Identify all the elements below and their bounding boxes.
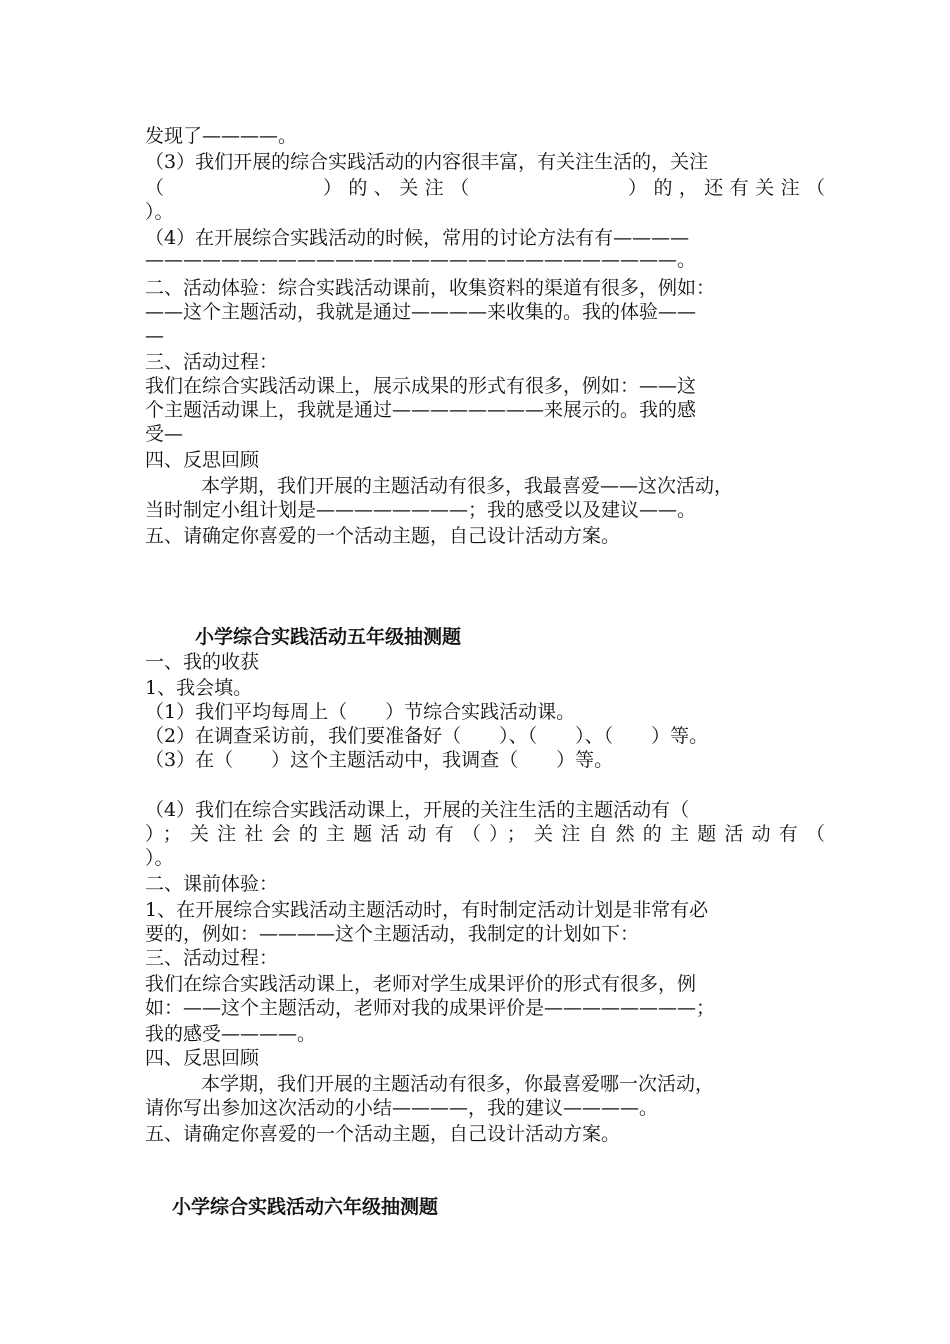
text-line: 发现了————。 [145, 125, 298, 147]
section-heading: 五、请确定你喜爱的一个活动主题，自己设计活动方案。 [145, 525, 621, 547]
text-line: 要的，例如：————这个主题活动，我制定的计划如下： [145, 923, 640, 945]
section-heading: 三、活动过程： [145, 947, 279, 969]
text-line: 如：——这个主题活动，老师对我的成果评价是————————； [145, 997, 716, 1019]
section-heading: 三、活动过程： [145, 351, 279, 373]
text-line: ————————————————————————————。 [145, 249, 697, 271]
text-line: 当时制定小组计划是————————；我的感受以及建议——。 [145, 499, 697, 521]
text-line: ）；关注社会的主题活动有（）；关注自然的主题活动有（ [145, 823, 825, 845]
text-line: 1、我会填。 [145, 677, 253, 699]
text-line: — [145, 325, 164, 347]
section-heading: 二、课前体验： [145, 873, 279, 895]
text-line: 我们在综合实践活动课上，展示成果的形式有很多，例如：——这 [145, 375, 697, 397]
text-line: （4）我们在综合实践活动课上，开展的关注生活的主题活动有（ [145, 799, 690, 821]
section-heading: 四、反思回顾 [145, 449, 260, 471]
section-heading: 一、我的收获 [145, 651, 260, 673]
text-line: 1、在开展综合实践活动主题活动时，有时制定活动计划是非常有必 [145, 899, 709, 921]
text-line: 本学期，我们开展的主题活动有很多，我最喜爱——这次活动， [201, 475, 734, 497]
text-line: ）。 [145, 847, 174, 869]
text-line: 本学期，我们开展的主题活动有很多，你最喜爱哪一次活动， [201, 1073, 715, 1095]
text-line: （ ）的、关注（ ）的，还有关注（ [145, 177, 825, 199]
text-line: ——这个主题活动，我就是通过————来收集的。我的体验—— [145, 301, 697, 323]
text-line: （1）我们平均每周上（ ）节综合实践活动课。 [145, 701, 576, 723]
section-heading: 四、反思回顾 [145, 1047, 260, 1069]
text-line: ）。 [145, 201, 174, 223]
grade6-title: 小学综合实践活动六年级抽测题 [172, 1196, 439, 1218]
text-line: 个主题活动课上，我就是通过————————来展示的。我的感 [145, 399, 697, 421]
text-line: 我们在综合实践活动课上，老师对学生成果评价的形式有很多，例 [145, 973, 697, 995]
text-line: （3）在（ ）这个主题活动中，我调查（ ）等。 [145, 749, 614, 771]
text-line: （3）我们开展的综合实践活动的内容很丰富，有关注生活的，关注 [145, 151, 709, 173]
text-line: （4）在开展综合实践活动的时候，常用的讨论方法有有———— [145, 227, 690, 249]
text-line: （2）在调查采访前，我们要准备好（ ）、（ ）、（ ）等。 [145, 725, 709, 747]
grade5-title: 小学综合实践活动五年级抽测题 [195, 626, 462, 648]
section-heading: 五、请确定你喜爱的一个活动主题，自己设计活动方案。 [145, 1123, 621, 1145]
text-line: 请你写出参加这次活动的小结————，我的建议————。 [145, 1097, 659, 1119]
text-line: 二、活动体验：综合实践活动课前，收集资料的渠道有很多，例如： [145, 277, 716, 299]
text-line: 我的感受————。 [145, 1023, 317, 1045]
text-line: 受— [145, 423, 184, 445]
